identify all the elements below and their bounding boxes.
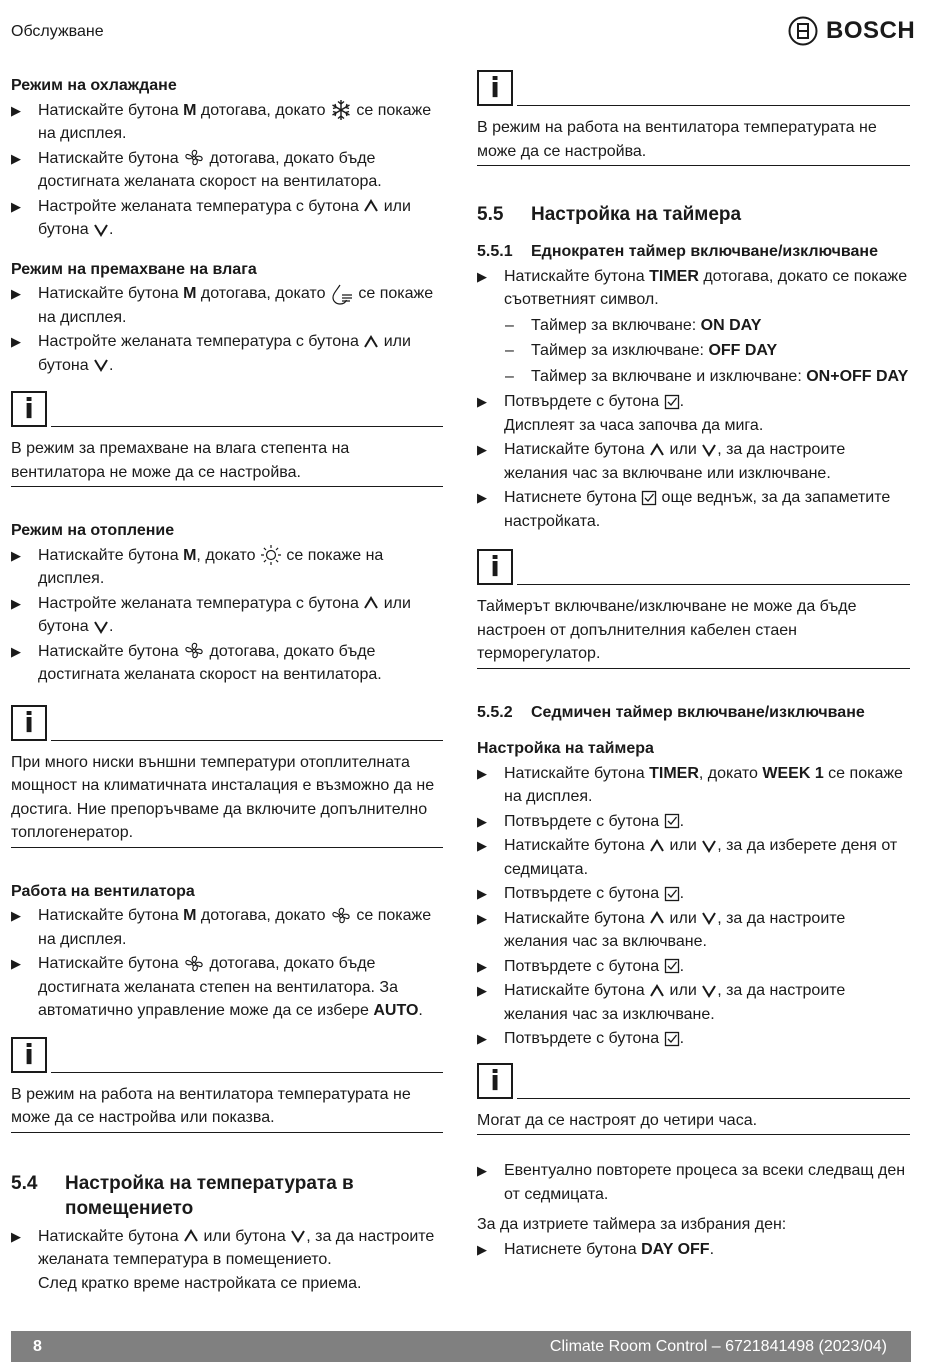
bullet-icon: ▶: [477, 268, 487, 284]
page-number: 8: [33, 1337, 42, 1355]
bullet-icon: ▶: [11, 334, 21, 349]
info-note: [477, 1059, 910, 1136]
bullet-icon: ▶: [477, 813, 487, 829]
list-item: ▶ Натискайте бутона или , за да изберете деня от седмицата.: [477, 834, 910, 881]
list-item: ▶ Натискайте бутона или , за да настроите желания час за включване.: [477, 907, 910, 954]
check-box-icon: [664, 886, 680, 902]
check-box-icon: [641, 490, 657, 506]
note-text: В режим на работа на вентилатора температурата не може да се настройва или показва.: [11, 1083, 443, 1133]
info-note: [11, 701, 443, 848]
check-box-icon: [664, 1031, 680, 1047]
list-item: ▶ Натискайте бутона или бутона , за да настроите желаната температура в помещението. След кратко време настройката се приема.: [11, 1225, 443, 1296]
down-arrow-icon: [93, 620, 109, 634]
brand-name: BOSCH: [826, 17, 916, 45]
bullet-icon: ▶: [477, 838, 487, 853]
info-note: [11, 1033, 443, 1133]
down-arrow-icon: [290, 1229, 306, 1243]
list-item: ▶ Натискайте бутона M дотогава, докато се покаже на дисплея.: [11, 99, 443, 146]
check-box-icon: [664, 394, 680, 410]
list-item: ▶ Натискайте бутона дотогава, докато бъде достигната желаната степен на вентилатора. За автоматично управление може да се избере AUTO.: [11, 952, 443, 1023]
bullet-icon: ▶: [477, 1163, 487, 1178]
bullet-icon: ▶: [477, 490, 487, 505]
delete-intro: За да изтриете таймера за избрания ден:: [477, 1216, 787, 1233]
list-item: ▶ Настройте желаната температура с бутона или бутона .: [11, 195, 443, 242]
bullet-icon: ▶: [477, 394, 487, 409]
bullet-icon: ▶: [477, 765, 487, 781]
section-5-5-2-heading: 5.5.2 Седмичен таймер включване/изключване: [477, 703, 865, 721]
dry-mode-title: Режим на премахване на влага: [11, 260, 257, 278]
bosch-armature-icon: [788, 16, 818, 46]
bullet-icon: ▶: [477, 910, 487, 926]
list-item: ▶ Натискайте бутона или , за да настроите желания час за изключване.: [477, 979, 910, 1026]
list-item: ▶ Потвърдете с бутона .: [477, 810, 910, 834]
bullet-icon: ▶: [477, 886, 487, 901]
sub-list-item: – Таймер за включване и изключване: ON+OFF DAY: [505, 367, 909, 385]
bullet-icon: ▶: [477, 983, 487, 998]
section-5-5-1-heading: 5.5.1 Еднократен таймер включване/изключване: [477, 243, 878, 260]
up-arrow-icon: [649, 443, 665, 457]
bullet-icon: ▶: [11, 643, 21, 659]
down-arrow-icon: [701, 839, 717, 853]
info-icon: i: [477, 549, 513, 585]
fan-icon: [183, 954, 205, 974]
list-item: ▶ Настройте желаната температура с бутона или бутона .: [11, 592, 443, 639]
check-box-icon: [664, 813, 680, 829]
info-note: [477, 545, 910, 669]
check-box-icon: [664, 958, 680, 974]
bullet-icon: ▶: [11, 547, 21, 563]
list-item: ▶ Натискайте бутона M дотогава, докато се покаже на дисплея.: [11, 904, 443, 951]
bullet-icon: ▶: [11, 956, 21, 971]
left-column: [11, 74, 443, 1296]
list-item: ▶ Потвърдете с бутона .: [477, 882, 910, 906]
info-icon: i: [477, 70, 513, 106]
list-item: ▶ Евентуално повторете процеса за всеки следващ ден от седмицата.: [477, 1159, 910, 1206]
bullet-icon: ▶: [477, 1241, 487, 1257]
note-text: В режим на работа на вентилатора температурата не може да се настройва.: [477, 116, 910, 166]
up-arrow-icon: [649, 984, 665, 998]
document-reference: Climate Room Control – 6721841498 (2023/04): [549, 1337, 887, 1355]
list-item: ▶ Натискайте бутона дотогава, докато бъде достигната желаната скорост на вентилатора.: [11, 147, 443, 194]
list-item: ▶ Потвърдете с бутона . Дисплеят за часа започва да мига.: [477, 390, 910, 437]
fan-icon: [183, 641, 205, 661]
right-column: [477, 66, 910, 1262]
list-item: ▶ Потвърдете с бутона .: [477, 955, 910, 979]
list-item: ▶ Натискайте бутона TIMER, докато WEEK 1 се покаже на дисплея.: [477, 762, 910, 809]
note-text: Таймерът включване/изключване не може да бъде настроен от допълнителния кабелен стаен терморегулатор.: [477, 595, 910, 669]
note-text: При много ниски външни температури отоплителната мощност на климатичната инсталация е възможно да не достига. Ние препоръчваме да включите допълнително топлогенератор.: [11, 751, 443, 848]
drop-icon: [330, 283, 354, 305]
down-arrow-icon: [701, 911, 717, 925]
timer-setup-title: Настройка на таймера: [477, 740, 654, 757]
info-icon: i: [477, 1063, 513, 1099]
up-arrow-icon: [649, 911, 665, 925]
bullet-icon: ▶: [11, 102, 21, 118]
sun-icon: [260, 544, 282, 566]
section-5-5-heading: 5.5 Настройка на таймера: [477, 204, 742, 225]
bullet-icon: ▶: [477, 442, 487, 457]
up-arrow-icon: [363, 596, 379, 610]
bullet-icon: ▶: [11, 150, 21, 166]
up-arrow-icon: [183, 1229, 199, 1243]
note-text: Могат да се настроят до четири часа.: [477, 1109, 910, 1136]
info-icon: i: [11, 1037, 47, 1073]
down-arrow-icon: [93, 358, 109, 372]
footer-bar: [11, 1331, 911, 1362]
list-item: ▶ Потвърдете с бутона .: [477, 1027, 910, 1051]
sub-list-item: – Таймер за включване: ON DAY: [505, 316, 762, 334]
up-arrow-icon: [363, 335, 379, 349]
down-arrow-icon: [701, 984, 717, 998]
info-icon: i: [11, 391, 47, 427]
list-item: ▶ Натискайте бутона дотогава, докато бъде достигната желаната скорост на вентилатора.: [11, 640, 443, 687]
info-note: [477, 66, 910, 166]
list-item: ▶ Натискайте бутона M, докато се покаже на дисплея.: [11, 544, 443, 591]
bullet-icon: ▶: [11, 908, 21, 923]
fan-icon: [330, 906, 352, 926]
bosch-logo: [788, 16, 915, 46]
fan-mode-title: Работа на вентилатора: [11, 882, 195, 900]
list-item: ▶ Натиснете бутона още веднъж, за да запаметите настройката.: [477, 486, 910, 533]
list-item: ▶ Натискайте бутона TIMER дотогава, докато се покаже съответният символ.: [477, 265, 910, 312]
cool-mode-title: Режим на охлаждане: [11, 77, 177, 94]
list-item: ▶ Натиснете бутона DAY OFF.: [477, 1238, 910, 1262]
bullet-icon: ▶: [11, 286, 21, 301]
bullet-icon: ▶: [11, 595, 21, 611]
info-icon: i: [11, 705, 47, 741]
down-arrow-icon: [701, 443, 717, 457]
heat-mode-title: Режим на отопление: [11, 522, 175, 539]
up-arrow-icon: [363, 199, 379, 213]
list-item: ▶ Настройте желаната температура с бутона или бутона .: [11, 330, 443, 377]
list-item: ▶ Натискайте бутона M дотогава, докато се покаже на дисплея.: [11, 282, 443, 329]
bullet-icon: ▶: [11, 198, 21, 214]
fan-icon: [183, 148, 205, 168]
bullet-icon: ▶: [11, 1228, 21, 1244]
info-note: [11, 387, 443, 487]
bullet-icon: ▶: [477, 1031, 487, 1046]
sub-list-item: – Таймер за изключване: OFF DAY: [505, 342, 778, 359]
down-arrow-icon: [93, 223, 109, 237]
header-section-label: Обслужване: [11, 23, 104, 40]
bullet-icon: ▶: [477, 958, 487, 974]
up-arrow-icon: [649, 839, 665, 853]
snowflake-icon: [330, 99, 352, 121]
section-5-4-heading: 5.4 Настройка на температурата в помещението: [11, 1172, 354, 1219]
note-text: В режим за премахване на влага степента на вентилатора не може да се настройва.: [11, 437, 443, 487]
list-item: ▶ Натискайте бутона или , за да настроите желания час за включване или изключване.: [477, 438, 910, 485]
